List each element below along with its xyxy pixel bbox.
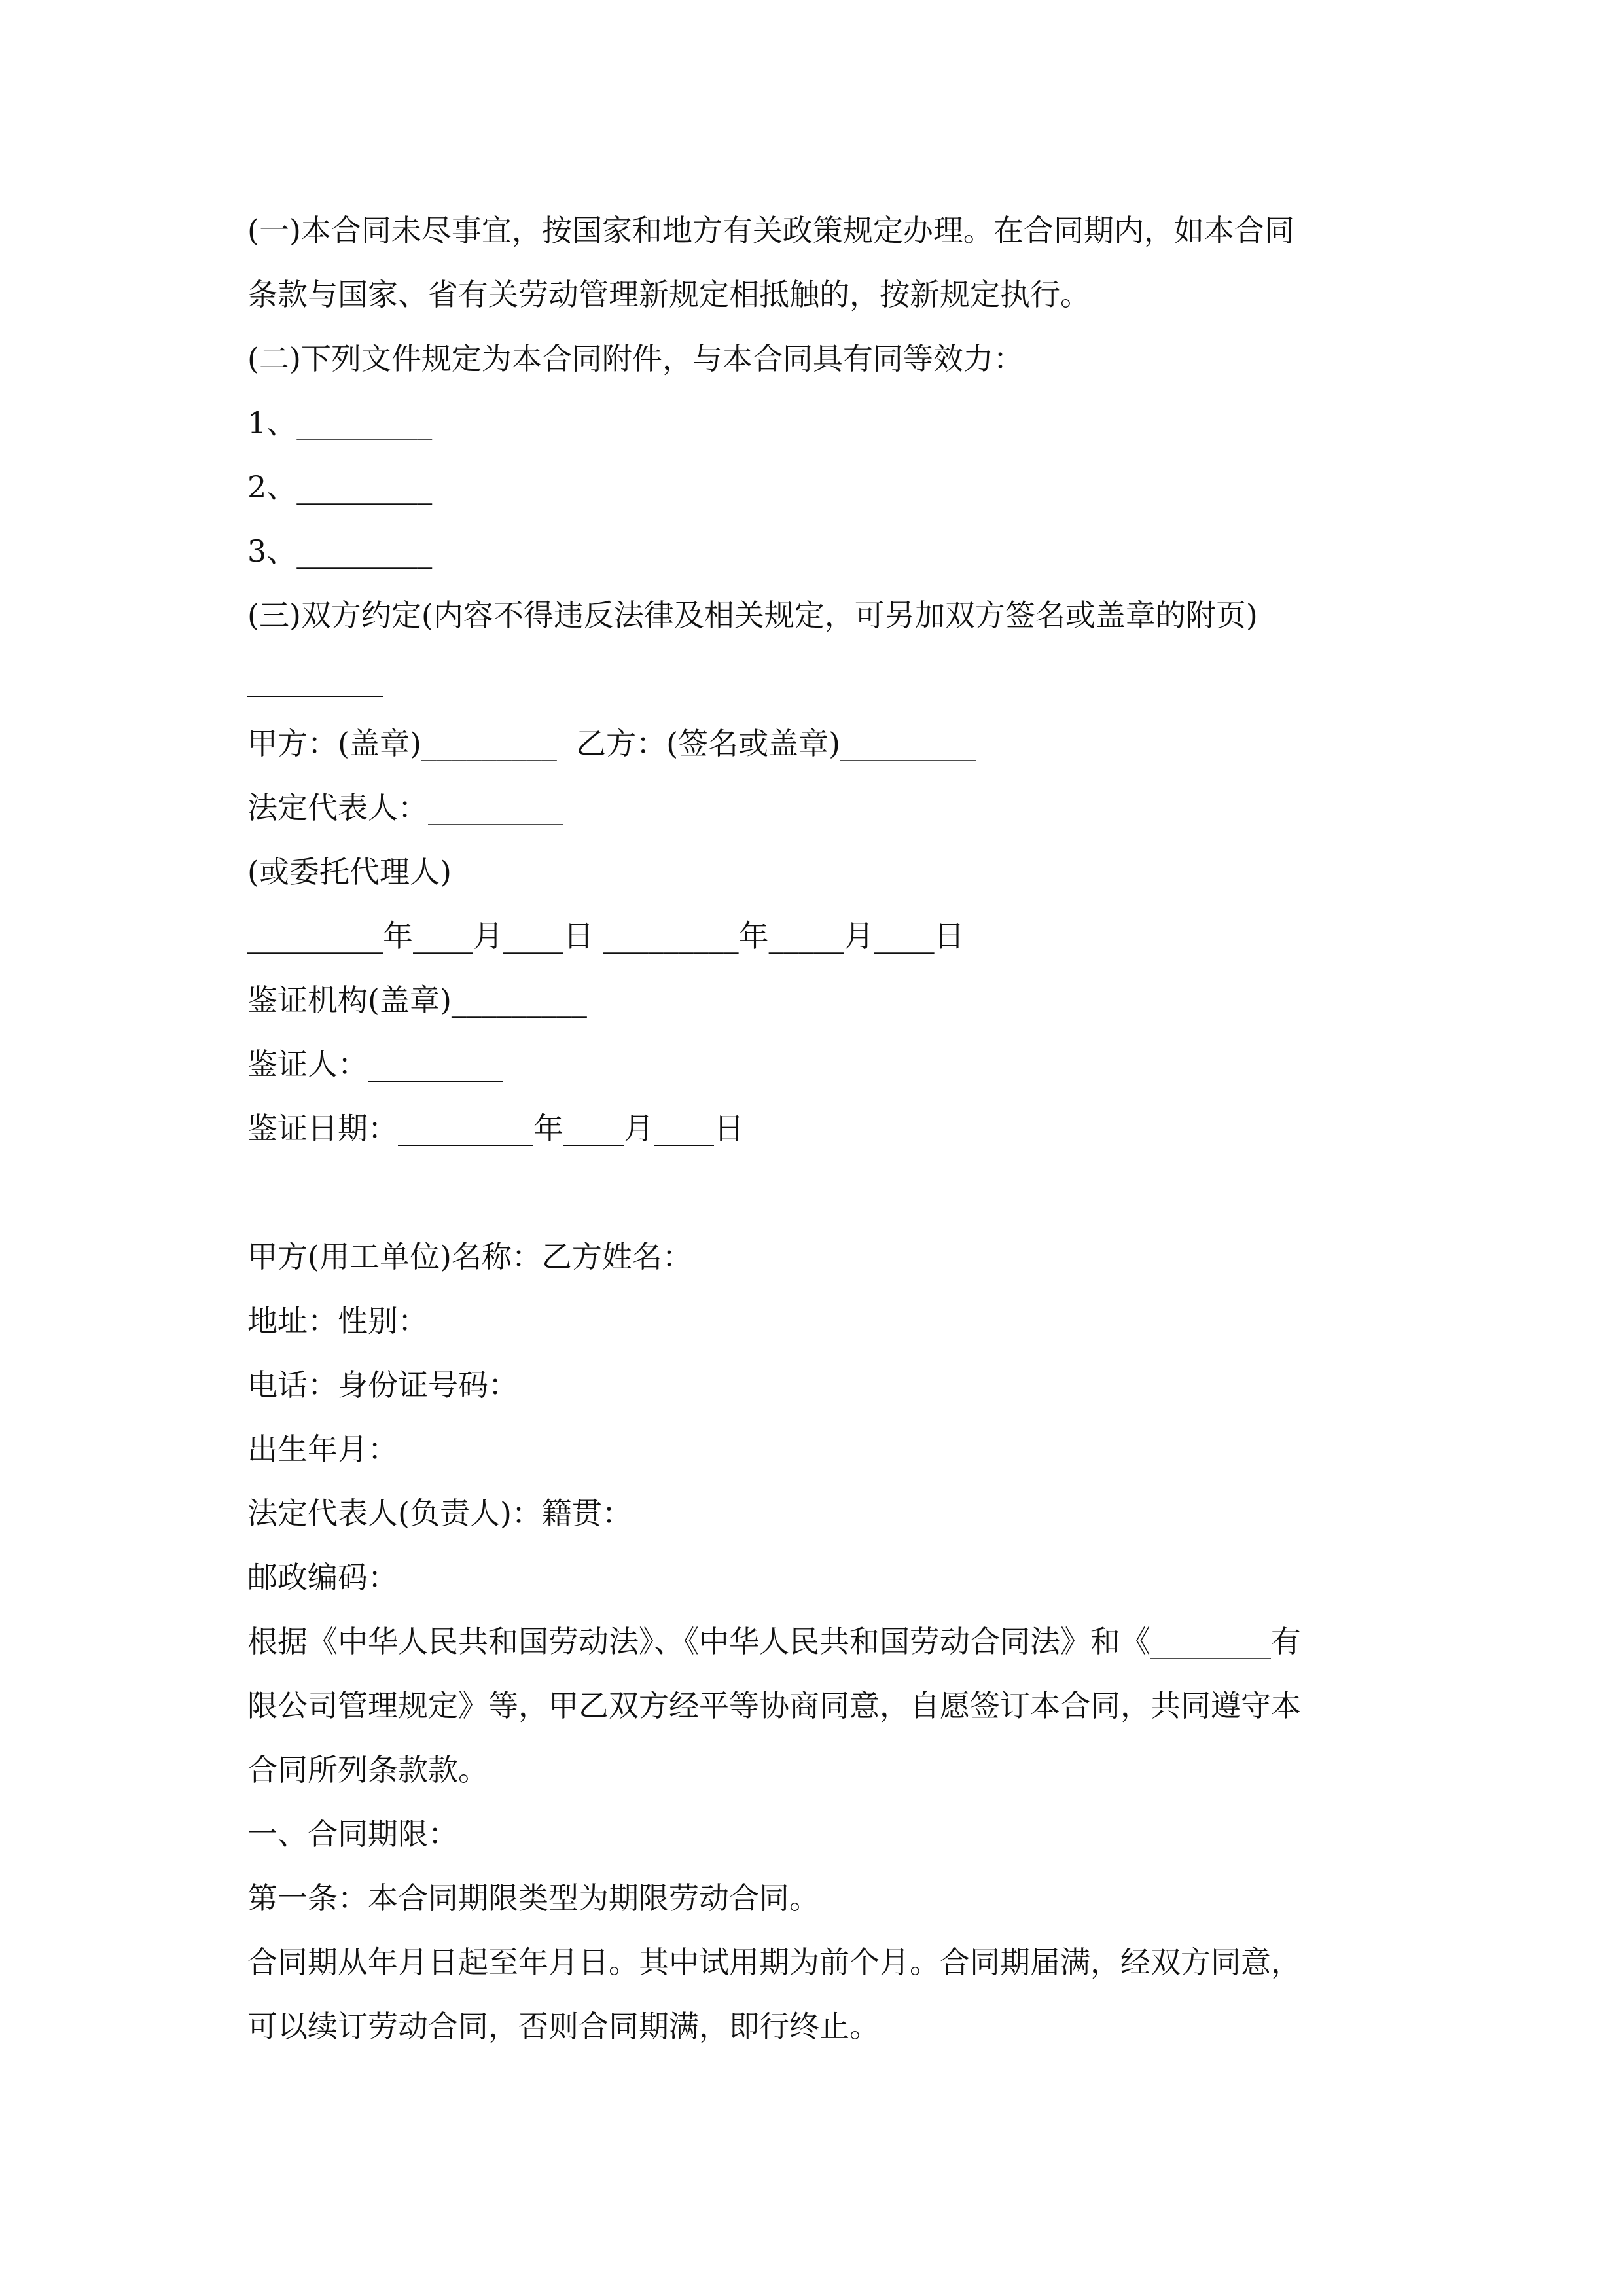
paragraph-line: 合同所列条款款。 xyxy=(247,1752,488,1787)
paragraph-line: 条款与国家、省有关劳动管理新规定相抵触的，按新规定执行。 xyxy=(247,277,1090,312)
party-info-line: 地址：性别： xyxy=(247,1303,428,1338)
signature-line: 鉴证机构(盖章)_________ xyxy=(247,982,587,1018)
paragraph-line: 可以续订劳动合同，否则合同期满，即行终止。 xyxy=(247,2009,880,2044)
party-info-line: 电话：身份证号码： xyxy=(247,1367,518,1403)
signature-line: (或委托代理人) xyxy=(247,854,452,889)
signature-line: 法定代表人：_________ xyxy=(247,790,563,825)
paragraph-line: (三)双方约定(内容不得违反法律及相关规定，可另加双方签名或盖章的附页) xyxy=(247,598,1258,633)
party-info-line: 甲方(用工单位)名称：乙方姓名： xyxy=(247,1239,692,1274)
attachment-item: 3、_________ xyxy=(247,533,433,569)
paragraph-line: (一)本合同未尽事宜，按国家和地方有关政策规定办理。在合同期内，如本合同 xyxy=(247,213,1294,248)
party-info-line: 法定代表人(负责人)：籍贯： xyxy=(247,1496,632,1531)
paragraph-line: 限公司管理规定》等，甲乙双方经平等协商同意，自愿签订本合同，共同遵守本 xyxy=(247,1688,1301,1723)
section-heading: 一、合同期限： xyxy=(247,1816,458,1852)
attachment-item: 1、_________ xyxy=(247,405,433,440)
paragraph-line: 根据《中华人民共和国劳动法》、《中华人民共和国劳动合同法》和《________有 xyxy=(247,1624,1301,1659)
attachment-item: 2、_________ xyxy=(247,469,433,505)
paragraph-line: 合同期从年月日起至年月日。其中试用期为前个月。合同期届满，经双方同意， xyxy=(247,1945,1301,1980)
signature-line: 甲方：(盖章)_________ 乙方：(签名或盖章)_________ xyxy=(247,726,976,761)
party-info-line: 出生年月： xyxy=(247,1431,398,1467)
date-line: _________年____月____日 _________年_____月____日 xyxy=(247,918,965,954)
date-line: 鉴证日期：_________年____月____日 xyxy=(247,1111,744,1146)
paragraph-line: 第一条：本合同期限类型为期限劳动合同。 xyxy=(247,1880,819,1916)
paragraph-line: (二)下列文件规定为本合同附件，与本合同具有同等效力： xyxy=(247,341,1024,376)
blank-line: _________ xyxy=(247,662,383,697)
signature-line: 鉴证人：_________ xyxy=(247,1047,503,1082)
party-info-line: 邮政编码： xyxy=(247,1560,398,1595)
